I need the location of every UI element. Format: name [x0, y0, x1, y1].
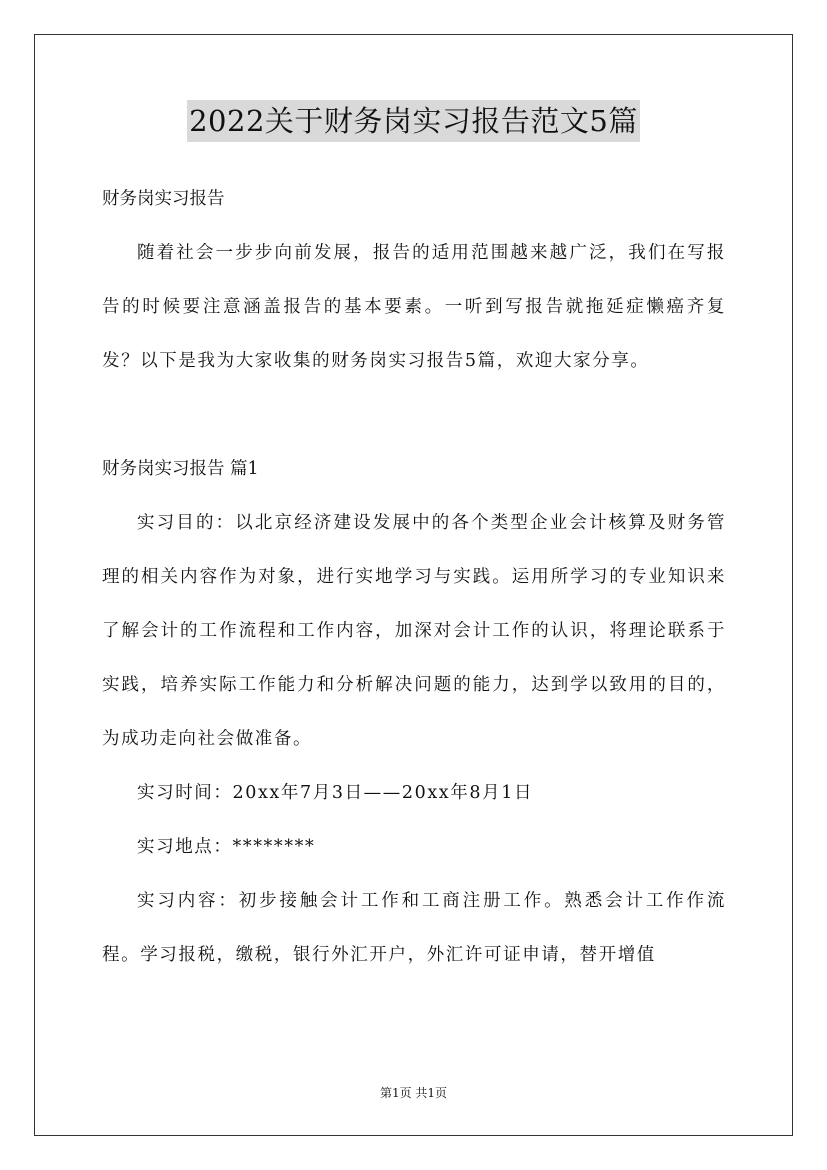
time-paragraph: 实习时间：20xx年7月3日——20xx年8月1日 [137, 783, 534, 803]
location-paragraph: 实习地点：******** [137, 837, 316, 857]
document-title: 2022关于财务岗实习报告范文5篇 [187, 100, 640, 142]
page-number-footer: 第1页 共1页 [379, 1086, 448, 1100]
title-container [0, 100, 827, 142]
intro-paragraph: 随着社会一步步向前发展，报告的适用范围越来越广泛，我们在写报告的时候要注意涵盖报告的基本要素。一听到写报告就拖延症懒癌齐复发？以下是我为大家收集的财务岗实习报告5篇，欢迎大家分享。 [102, 243, 726, 371]
blank-line [102, 388, 726, 442]
document-body [102, 172, 726, 982]
content-paragraph: 实习内容：初步接触会计工作和工商注册工作。熟悉会计工作作流程。学习报税，缴税，银行外汇开户，外汇许可证申请，替开增值 [102, 891, 726, 965]
section-title: 财务岗实习报告 [102, 189, 225, 209]
purpose-paragraph: 实习目的：以北京经济建设发展中的各个类型企业会计核算及财务管理的相关内容作为对象，进行实地学习与实践。运用所学习的专业知识来了解会计的工作流程和工作内容，加深对会计工作的认识，将理论联系于实践，培养实际工作能力和分析解决问题的能力，达到学以致用的目的，为成功走向社会做准备。 [102, 513, 726, 749]
chapter-heading: 财务岗实习报告 篇1 [102, 459, 259, 479]
